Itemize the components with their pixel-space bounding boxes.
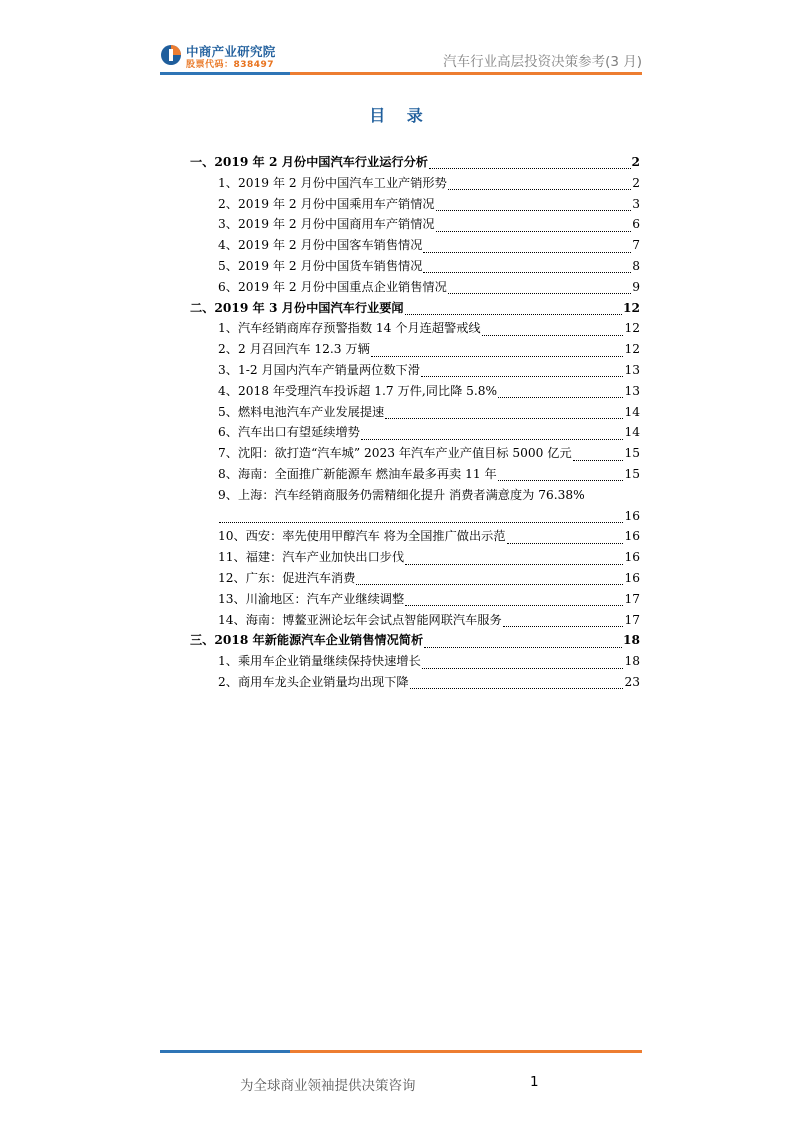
- company-logo: [160, 40, 320, 72]
- toc-entry[interactable]: [190, 298, 640, 319]
- page-number: 1: [530, 1074, 539, 1090]
- toc-leader-dots: [385, 405, 623, 419]
- toc-entry-page: 12: [623, 300, 640, 315]
- toc-leader-dots: [429, 155, 631, 169]
- toc-entry-page: 13: [624, 383, 640, 398]
- page-footer: [160, 1050, 642, 1100]
- toc-entry-text: 1、2019 年 2 月份中国汽车工业产销形势: [218, 175, 447, 190]
- toc-entry-page: 3: [632, 196, 640, 211]
- toc-leader-dots: [421, 363, 624, 377]
- toc-entry[interactable]: [190, 318, 640, 339]
- toc-entry-text: 三、2018 年新能源汽车企业销售情况简析: [190, 633, 424, 648]
- toc-entry-text: 10、西安：率先使用甲醇汽车 将为全国推广做出示范: [218, 529, 506, 544]
- toc-entry-page: 7: [632, 238, 640, 253]
- toc-leader-dots: [573, 447, 624, 461]
- toc-entry[interactable]: [190, 568, 640, 589]
- toc-entry[interactable]: [190, 422, 640, 443]
- toc-entry[interactable]: [190, 402, 640, 423]
- toc-entry-page: 17: [624, 591, 640, 606]
- toc-entry-text: 1、乘用车企业销量继续保持快速增长: [218, 654, 421, 669]
- toc-entry[interactable]: [190, 443, 640, 464]
- toc-entry-page: 16: [624, 508, 640, 523]
- toc-entry-page: 9: [632, 279, 640, 294]
- toc-entry-text: 9、上海：汽车经销商服务仍需精细化提升 消费者满意度为 76.38%: [218, 487, 585, 502]
- page-header: [160, 40, 642, 80]
- toc-entry-page: 15: [624, 446, 640, 461]
- toc-leader-dots: [410, 675, 624, 689]
- toc-entry-text: 4、2019 年 2 月份中国客车销售情况: [218, 238, 423, 253]
- toc-entry-text: 6、汽车出口有望延续增势: [218, 425, 360, 440]
- toc-entry-page: 2: [632, 175, 640, 190]
- toc-leader-dots: [356, 571, 623, 585]
- toc-entry-page: 2: [631, 155, 640, 169]
- logo-mark-icon: [160, 44, 182, 66]
- toc-entry-text: 7、沈阳：欲打造“汽车城” 2023 年汽车产业产值目标 5000 亿元: [218, 446, 572, 461]
- header-rule-blue: [160, 72, 290, 75]
- toc-leader-dots: [219, 509, 623, 523]
- toc-entry[interactable]: [190, 651, 640, 672]
- toc-entry[interactable]: [190, 630, 640, 651]
- toc-leader-dots: [436, 197, 632, 211]
- toc-entry[interactable]: [190, 194, 640, 215]
- footer-rule-blue: [160, 1050, 290, 1053]
- toc-leader-dots: [405, 301, 622, 315]
- header-title: 汽车行业高层投资决策参考(3 月): [443, 54, 642, 70]
- toc-leader-dots: [405, 592, 623, 606]
- toc-leader-dots: [498, 384, 623, 398]
- toc-leader-dots: [503, 613, 624, 627]
- logo-stock-code: 股票代码：838497: [186, 60, 275, 70]
- toc-entry-page: 15: [624, 466, 640, 481]
- toc-leader-dots: [482, 322, 624, 336]
- toc-entry-page: 14: [624, 404, 640, 419]
- toc-entry[interactable]: [190, 589, 640, 610]
- table-of-contents: [190, 152, 640, 693]
- toc-entry-text: 14、海南：博鳌亚洲论坛年会试点智能网联汽车服务: [218, 612, 502, 627]
- toc-entry-page: 14: [624, 425, 640, 440]
- toc-entry-text: 3、1-2 月国内汽车产销量两位数下滑: [218, 362, 420, 377]
- toc-entry[interactable]: [190, 547, 640, 568]
- toc-entry-text: 12、广东：促进汽车消费: [218, 570, 356, 585]
- toc-leader-dots: [448, 176, 631, 190]
- footer-slogan: 为全球商业领袖提供决策咨询: [240, 1078, 416, 1094]
- toc-entry[interactable]: [190, 360, 640, 381]
- toc-entry-text: 5、2019 年 2 月份中国货车销售情况: [218, 258, 423, 273]
- toc-entry[interactable]: [190, 464, 640, 485]
- toc-entry[interactable]: [190, 610, 640, 631]
- logo-name: 中商产业研究院: [186, 44, 276, 59]
- toc-entry-text: 6、2019 年 2 月份中国重点企业销售情况: [218, 279, 447, 294]
- toc-leader-dots: [436, 218, 632, 232]
- toc-entry-page: 18: [624, 654, 640, 669]
- toc-entry-page: 16: [624, 529, 640, 544]
- toc-leader-dots: [422, 655, 624, 669]
- toc-leader-dots: [423, 259, 631, 273]
- toc-entry-page: 8: [632, 258, 640, 273]
- toc-leader-dots: [498, 467, 624, 481]
- toc-leader-dots: [507, 530, 624, 544]
- toc-entry-text: 2、2 月召回汽车 12.3 万辆: [218, 342, 370, 357]
- toc-entry-page: 16: [624, 570, 640, 585]
- toc-entry[interactable]: [190, 256, 640, 277]
- toc-entry-text: 13、川渝地区：汽车产业继续调整: [218, 591, 405, 606]
- toc-entry[interactable]: [190, 214, 640, 235]
- toc-entry-text: 一、2019 年 2 月份中国汽车行业运行分析: [190, 155, 428, 169]
- footer-rule-orange: [290, 1050, 642, 1053]
- header-rule-orange: [290, 72, 642, 75]
- toc-entry-page: 17: [624, 612, 640, 627]
- toc-leader-dots: [424, 634, 622, 648]
- toc-entry-page: 12: [624, 321, 640, 336]
- toc-entry-text: 8、海南：全面推广新能源车 燃油车最多再卖 11 年: [218, 466, 497, 481]
- toc-entry-page: 13: [624, 362, 640, 377]
- toc-leader-dots: [423, 239, 631, 253]
- toc-entry[interactable]: [190, 235, 640, 256]
- toc-entry-page: 18: [623, 633, 640, 648]
- toc-entry-page: 23: [624, 674, 640, 689]
- toc-entry[interactable]: [190, 672, 640, 693]
- toc-entry[interactable]: [190, 526, 640, 547]
- toc-entry[interactable]: [190, 506, 640, 527]
- toc-entry[interactable]: [190, 173, 640, 194]
- toc-leader-dots: [361, 426, 624, 440]
- toc-leader-dots: [371, 343, 624, 357]
- toc-entry[interactable]: [190, 339, 640, 360]
- toc-entry-text: 11、福建：汽车产业加快出口步伐: [218, 550, 405, 565]
- toc-entry-text: 1、汽车经销商库存预警指数 14 个月连超警戒线: [218, 321, 481, 336]
- toc-leader-dots: [448, 280, 631, 294]
- toc-entry-text: 5、燃料电池汽车产业发展提速: [218, 404, 385, 419]
- toc-entry[interactable]: [190, 277, 640, 298]
- toc-title: 目 录: [369, 106, 431, 125]
- toc-leader-dots: [405, 551, 623, 565]
- toc-entry-text: 2、2019 年 2 月份中国乘用车产销情况: [218, 196, 435, 211]
- toc-entry-text: 3、2019 年 2 月份中国商用车产销情况: [218, 217, 435, 232]
- toc-entry-text: 4、2018 年受理汽车投诉超 1.7 万件,同比降 5.8%: [218, 383, 498, 398]
- toc-entry-page: 12: [624, 342, 640, 357]
- toc-entry-text: 二、2019 年 3 月份中国汽车行业要闻: [190, 300, 404, 315]
- toc-entry-page: 16: [624, 550, 640, 565]
- toc-entry[interactable]: [190, 152, 640, 173]
- toc-entry-text: 2、商用车龙头企业销量均出现下降: [218, 674, 409, 689]
- toc-entry-page: 6: [632, 217, 640, 232]
- toc-entry[interactable]: [190, 381, 640, 402]
- toc-entry[interactable]: [190, 485, 640, 506]
